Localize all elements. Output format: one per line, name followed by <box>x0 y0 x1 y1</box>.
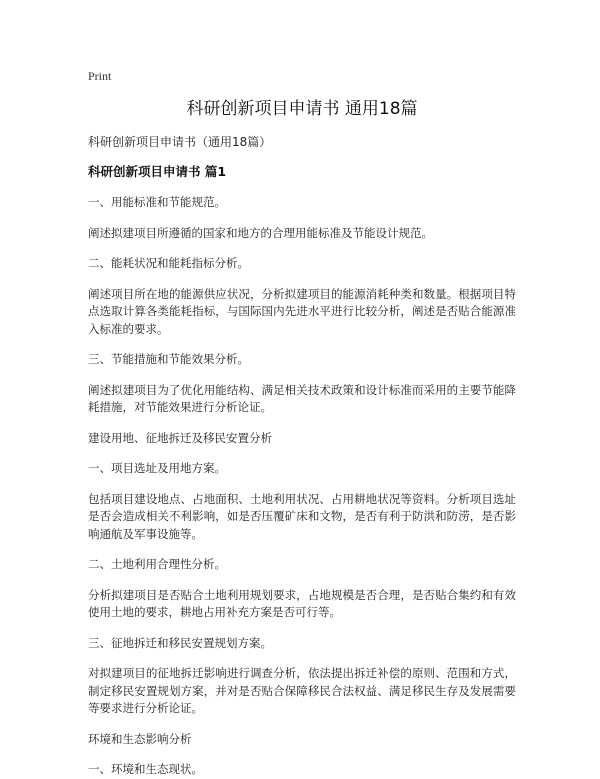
document-title: 科研创新项目申请书 通用18篇 <box>186 99 418 119</box>
paragraph-10: 二、土地利用合理性分析。 <box>88 557 226 571</box>
paragraph-15: 一、环境和生态现状。 <box>88 762 203 776</box>
paragraph-11: 分析拟建项目是否贴合土地利用规划要求，占地规模是否合理，是否贴合集约和有效使用土地的要求，耕地占用补充方案是否可行等。 <box>88 587 516 619</box>
paragraph-12: 三、征地拆迁和移民安置规划方案。 <box>88 635 272 650</box>
paragraph-14: 环境和生态影响分析 <box>88 731 192 746</box>
paragraph-8: 一、项目选址及用地方案。 <box>88 461 226 475</box>
paragraph-5: 三、节能措施和节能效果分析。 <box>88 352 249 366</box>
paragraph-9: 包括项目建设地点、占地面积、土地利用状况、占用耕地状况等资料。分析项目选址是否会造成相关不利影响，如是否压覆矿床和文物，是否有利于防洪和防涝，是否影响通航及军事设施等。 <box>88 491 516 541</box>
paragraph-13: 对拟建项目的征地拆迁影响进行调查分析，依法提出拆迁补偿的原则、范围和方式，制定移民安置规划方案，并对是否贴合保障移民合法权益、满足移民生存及发展需要等要求进行分析论证。 <box>88 666 516 715</box>
paragraph-7: 建设用地、征地拆迁及移民安置分析 <box>88 430 272 445</box>
document-subtitle: 科研创新项目申请书（通用18篇） <box>88 135 272 149</box>
print-link[interactable]: Print <box>88 69 112 83</box>
paragraph-3: 二、能耗状况和能耗指标分析。 <box>88 256 249 270</box>
paragraph-2: 阐述拟建项目所遵循的国家和地方的合理用能标准及节能设计规范。 <box>88 225 433 240</box>
paragraph-4: 阐述项目所在地的能源供应状况，分析拟建项目的能源消耗种类和数量。根据项目特点选取计算各类能耗指标，与国际国内先进水平进行比较分析，阐述是否贴合能源准入标准的要求。 <box>88 286 516 336</box>
article-heading: 科研创新项目申请书 篇1 <box>88 164 227 179</box>
paragraph-6: 阐述拟建项目为了优化用能结构、满足相关技术政策和设计标准而采用的主要节能降耗措施，对节能效果进行分析论证。 <box>88 382 516 414</box>
paragraph-1: 一、用能标准和节能规范。 <box>88 195 226 209</box>
